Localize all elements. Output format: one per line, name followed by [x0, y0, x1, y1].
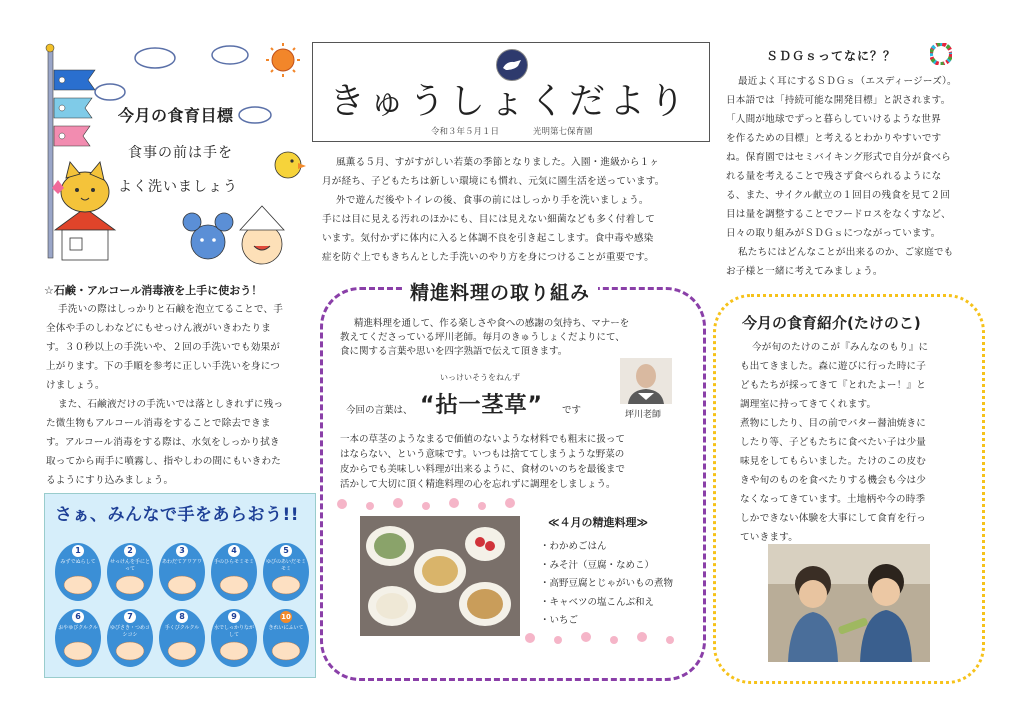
soap-line: るようにすり込みましょう。	[46, 475, 174, 486]
children-photo	[768, 544, 930, 662]
word-ruby: いっけいそうをねんず	[440, 373, 520, 382]
soap-line: 手洗いの際はしっかりと石鹸を泡立てることで、手	[58, 304, 284, 315]
shojin-line: 食に関する言葉や思いを四字熟語で伝えて頂きます。	[340, 346, 568, 357]
intro-line: います。気付かずに体内に入ると体調不良を引き起こします。食中毒や感染	[322, 233, 654, 244]
page-title: きゅうしょくだより	[329, 81, 690, 122]
goal-line-2: よく洗いましょう	[118, 179, 238, 195]
teacher-portrait-icon	[620, 358, 672, 404]
step-caption: ゆびのあいだモミモミ	[265, 559, 306, 572]
sdgs-line: る、また、サイクル献立の１回目の残食を見て２回	[726, 190, 951, 201]
takenoko-line: なくなってきています。土地柄や今の時季	[740, 494, 926, 505]
sdgs-line: 「人間が地球でずっと暮らしていけるような世界	[726, 114, 941, 125]
takenoko-line: したり等、子どもたちに食べたい子は少量	[740, 437, 927, 448]
step-caption: 水でしっかりながして	[213, 625, 254, 638]
takenoko-line: 調理室に持ってきてくれます。	[740, 399, 877, 410]
shojin-text	[340, 317, 690, 359]
menu-item: ・いちご	[540, 615, 579, 626]
sdgs-title: ＳＤＧｓってなに？？	[766, 49, 897, 63]
intro-text	[322, 153, 710, 267]
shojin-title: 精進料理の取り組み	[402, 278, 598, 305]
hands-icon	[51, 539, 313, 675]
intro-line: 外で遊んだ後やトイレの後、食事の前にはしっかり手を洗いましょう。	[336, 195, 649, 206]
soap-line: す。アルコール消毒をする際は、水気をしっかり拭き	[46, 437, 280, 448]
shojin-body-line: 活かして大切に頂く精進料理の心を忘れずに調理をしましょう。	[340, 479, 616, 490]
sdgs-wheel-icon	[930, 43, 952, 65]
takenoko-line: きや旬のものを食べたりする機会も今は少	[740, 475, 927, 486]
children-peeling-bamboo-icon	[768, 544, 930, 662]
sdgs-line: 日々の取り組みがＳＤＧｓにつながっています。	[726, 228, 941, 239]
step-caption: きれいにふいて	[268, 625, 304, 631]
takenoko-title: 今月の食育紹介(たけのこ)	[742, 314, 921, 332]
step-number: 9	[228, 611, 240, 623]
step-caption: 手のひらモミモミ	[213, 559, 254, 565]
shojin-body	[340, 432, 690, 492]
handwash-steps-grid	[51, 539, 313, 675]
sdgs-line: 最近よく耳にするＳＤＧｓ（エスディージーズ）。	[738, 76, 957, 87]
menu-item: ・みそ汁（豆腐・なめこ）	[540, 559, 655, 571]
header-box	[312, 42, 710, 142]
sdgs-text	[726, 72, 986, 281]
food-photo	[360, 516, 520, 636]
word-prefix: 今回の言葉は、	[346, 405, 413, 416]
meal-tray-icon	[360, 516, 520, 636]
sdgs-line: 日本語では「持続可能な開発目標」と訳されます。	[726, 95, 951, 106]
step-number: 6	[72, 611, 84, 623]
intro-line: 手には目に見える汚れのほかにも、目には見えない細菌なども多く付着して	[322, 214, 655, 225]
sdgs-line: お子様と一緒に考えてみましょう。	[726, 266, 883, 277]
soap-title: ☆石鹸・アルコール消毒液を上手に使おう！	[44, 284, 263, 297]
takenoko-line: 味見をしてもらいました。たけのこの皮む	[740, 456, 927, 467]
intro-line: 月が経ち、子どもたちは新しい環境にも慣れ、元気に園生活を送っています。	[322, 176, 665, 187]
step-caption: みずでぬらして	[60, 559, 96, 565]
soap-line: けましょう。	[46, 380, 105, 391]
shojin-body-line: はならない、という意味です。いつもは捨ててしまうような野菜の	[340, 449, 625, 460]
menu-item: ・わかめごはん	[540, 541, 607, 552]
word-suffix: です	[562, 405, 582, 416]
takenoko-text	[740, 338, 976, 547]
menu-list	[540, 538, 673, 631]
shojin-line: 精進料理を通して、作る楽しさや食への感謝の気持ち、マナーを	[354, 318, 630, 329]
step-number: 10	[281, 613, 291, 621]
goal-title: 今月の食育目標	[118, 106, 234, 125]
step-number: 3	[176, 545, 188, 557]
soap-line: た微生物もアルコール消毒をすることで除去できま	[46, 418, 271, 429]
takenoko-line: しかできない体験を大事にして食育を行っ	[740, 513, 927, 524]
teacher-name: 坪川老師	[625, 410, 662, 420]
four-character-idiom: “拈一茎草”	[420, 393, 543, 418]
shojin-body-line: 皮からでも美味しい料理が出来るように、食材のいのちを最後まで	[340, 464, 625, 475]
shojin-body-line: 一本の草茎のようなまるで価値のないような材料でも粗末に扱って	[340, 434, 625, 445]
soap-line: 上がります。下の手順を参考に正しい手洗いを身につ	[46, 361, 281, 372]
takenoko-line: 煮物にしたり、目の前でバター醤油焼きに	[740, 418, 927, 429]
step-number: 1	[72, 545, 84, 557]
sdgs-line: を作るための目標」と考えるとわかりやすいです	[726, 133, 942, 144]
step-caption: 手くびクルクル	[164, 625, 200, 631]
takenoko-line: ていきます。	[740, 532, 798, 543]
step-caption: あわだてアワアワ	[161, 559, 202, 565]
sdgs-line: れる量を考えることで残さず食べられるようにな	[726, 171, 942, 182]
menu-item: ・高野豆腐とじゃがいもの煮物	[540, 578, 674, 589]
school-name: 光明第七保育園	[533, 127, 593, 137]
sakura-garland-icon	[330, 494, 700, 516]
soap-line: 全体や手のしわなどにもせっけん液がいきわたりま	[46, 323, 272, 334]
handwash-title: さぁ、みんなで手をあらおう!!	[55, 505, 300, 525]
takenoko-line: どもたちが採ってきて『とれたよー！』と	[740, 380, 927, 391]
soap-line: す。３０秒以上の手洗いや、２回の手洗いでも効果が	[46, 342, 281, 353]
teacher-photo	[620, 358, 672, 404]
step-number: 4	[228, 545, 240, 557]
takenoko-line: も出てきました。森に遊びに行った時に子	[740, 361, 927, 372]
sdgs-line: 目は量を調整することでフードロスをなくすなど、	[726, 209, 951, 220]
soap-line: 取ってから両手に噴霧し、指やしわの間にもいきわた	[46, 456, 282, 467]
soap-text	[46, 300, 316, 490]
issue-date: 令和３年５月１日	[431, 127, 500, 137]
step-number: 7	[124, 611, 136, 623]
intro-line: 風薫る５月、すがすがしい若葉の季節となりました。入園・進級から１ヶ	[336, 157, 660, 168]
step-caption: ゆびさき・つめコシコシ	[109, 625, 150, 638]
sdgs-line: ね。保育園ではセミバイキング形式で自分が食べら	[726, 152, 951, 163]
step-number: 5	[280, 545, 292, 557]
soap-line: また、石鹸液だけの手洗いでは落としきれずに残っ	[58, 399, 284, 410]
sdgs-line: 私たちにはどんなことが出来るのか、ご家庭でも	[738, 247, 954, 258]
intro-line: 症を防ぐ上でもきちんとした手洗いのやり方を身につけることが重要です。	[322, 252, 655, 263]
step-caption: せっけんを手にとって	[110, 559, 150, 572]
shojin-line: 教えてくださっている坪川老師。毎月のきゅうしょくだよりにて、	[340, 332, 625, 343]
takenoko-line: 今が旬のたけのこが『みんなのもり』に	[752, 342, 929, 353]
menu-item: ・キャベツの塩こんぶ和え	[540, 596, 655, 608]
step-number: 8	[176, 611, 188, 623]
step-caption: おやゆびクルクル	[58, 625, 98, 631]
step-number: 2	[124, 545, 136, 557]
handwash-poster	[44, 493, 316, 678]
goal-line-1: 食事の前は手を	[128, 145, 233, 161]
menu-title: ≪４月の精進料理≫	[548, 516, 649, 529]
